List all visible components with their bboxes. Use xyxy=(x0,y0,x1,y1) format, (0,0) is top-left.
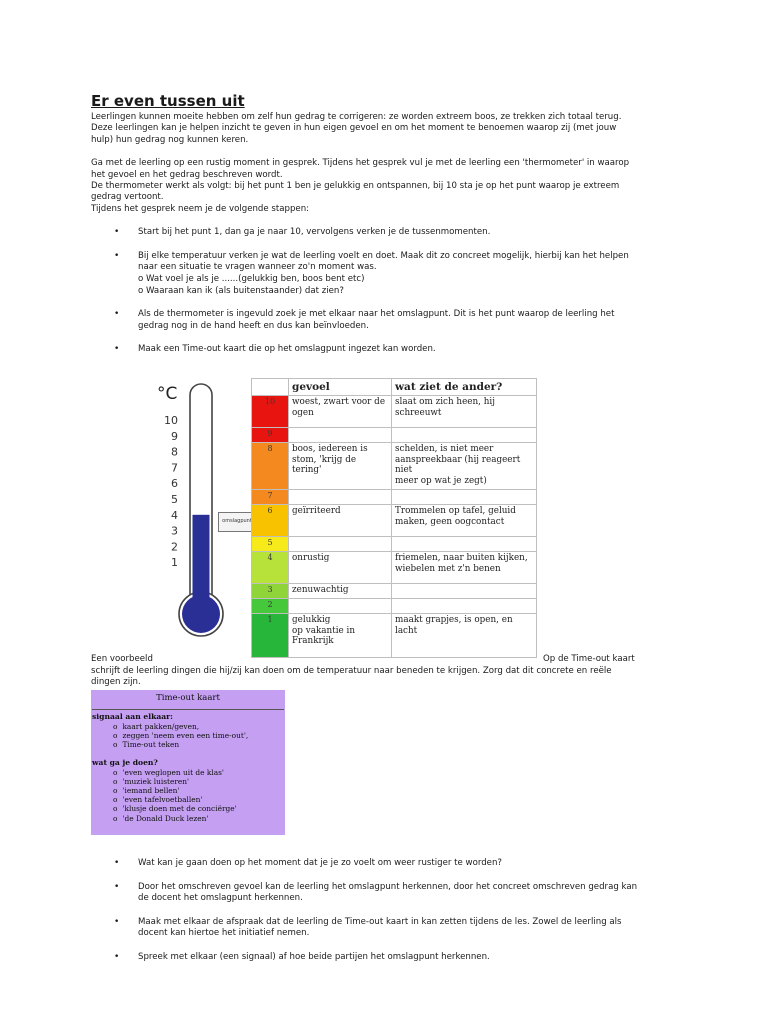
header-gevoel: gevoel xyxy=(289,379,392,396)
scale-label: 1 xyxy=(171,556,178,570)
level-cell: 6 xyxy=(252,505,289,537)
text-line: Door het omschreven gevoel kan de leerling het omslagpunt herkennen, door het concreet omschreven gedrag kan xyxy=(138,881,638,892)
text-line: gedrag nog in de hand heeft en dus kan beïnvloeden. xyxy=(138,320,369,331)
bullet-icon: • xyxy=(114,227,120,238)
bullet-icon: • xyxy=(114,250,120,261)
cell-line: friemelen, naar buiten kijken, xyxy=(395,553,528,563)
ziet-cell xyxy=(392,584,537,599)
thermometer-figure xyxy=(150,376,542,661)
gevoel-cell xyxy=(289,614,392,658)
bullet-icon: • xyxy=(114,916,120,927)
scale-label: 6 xyxy=(171,477,178,491)
gevoel-cell xyxy=(289,396,392,428)
text-line: Tijdens het gesprek neem je de volgende stappen: xyxy=(91,203,310,214)
text-line: Als de thermometer is ingevuld zoek je met elkaar naar het omslagpunt. Dit is het punt waarop de leerling het xyxy=(138,309,615,320)
ziet-cell xyxy=(392,599,537,614)
cell-line: onrustig xyxy=(292,553,330,563)
bullet-icon: • xyxy=(114,858,120,868)
list-item: o 'iemand bellen' xyxy=(113,786,285,795)
omslagpunt-label: omslagpunt xyxy=(218,512,256,532)
card-title: Time-out kaart xyxy=(156,693,220,703)
list-item xyxy=(91,251,686,297)
ziet-cell xyxy=(392,443,537,490)
bullet-icon: • xyxy=(114,344,120,355)
cell-line: schreeuwt xyxy=(395,407,442,418)
cell-line: aanspreekbaar (hij reageert niet xyxy=(395,454,521,475)
unit-label: °C xyxy=(157,384,178,404)
cell-line: schelden, is niet meer xyxy=(395,444,494,454)
text-line: naar een situatie te vragen wanneer zo'n moment was. xyxy=(138,262,377,273)
intro-paragraph xyxy=(91,112,686,146)
cell-line: boos, iedereen is xyxy=(292,444,368,454)
level-cell: 4 xyxy=(252,552,289,584)
level-cell: 9 xyxy=(252,428,289,443)
text-line: Wat kan je gaan doen op het moment dat je je zo voelt om weer rustiger te worden? xyxy=(138,858,502,868)
ziet-cell xyxy=(392,428,537,443)
text-line: Leerlingen kunnen moeite hebben om zelf hun gedrag te corrigeren: ze worden extreem boos, ze trekken zich totaal terug. xyxy=(91,112,622,122)
cell-line: meer op wat je zegt) xyxy=(395,475,487,486)
gevoel-cell xyxy=(289,505,392,537)
level-cell: 8 xyxy=(252,443,289,490)
mercury-column xyxy=(193,515,210,609)
feelings-table xyxy=(251,378,537,658)
time-out-card xyxy=(91,690,285,835)
cell-line: woest, zwart voor de xyxy=(292,397,386,407)
table-row xyxy=(252,552,537,584)
table-row xyxy=(252,490,537,505)
gevoel-cell xyxy=(289,443,392,490)
list-item xyxy=(91,227,686,239)
text-line: Maak met elkaar de afspraak dat de leerling de Time-out kaart in kan zetten tijdens de les. Zowel de leerling als xyxy=(138,916,622,927)
list-item xyxy=(91,917,686,940)
instruction-paragraph xyxy=(91,158,686,215)
scale-label: 7 xyxy=(171,461,178,475)
text-line: schrijft de leerling dingen die hij/zij kan doen om de temperatuur naar beneden te krijgen. Zorg dat dit concrete en reële xyxy=(91,666,612,676)
text-line: gedrag vertoont. xyxy=(91,192,164,203)
text-line: Spreek met elkaar (een signaal) af hoe beide partijen het omslagpunt herkennen. xyxy=(138,951,490,962)
cell-line: Frankrijk xyxy=(292,636,334,646)
list-item: o 'muziek luisteren' xyxy=(113,777,285,786)
card-divider xyxy=(92,709,284,710)
text-line: docent kan hiertoe het initiatief nemen. xyxy=(138,928,310,939)
level-cell: 10 xyxy=(252,396,289,428)
text-line: De thermometer werkt als volgt: bij het punt 1 ben je gelukkig en ontspannen, bij 10 sta je op het punt waarop je extreem xyxy=(91,181,620,192)
table-row xyxy=(252,537,537,552)
bullet-icon: • xyxy=(114,881,120,892)
list-item: o 'klusje doen met de conciërge' xyxy=(113,804,285,813)
cell-line: Trommelen op tafel, geluid xyxy=(395,506,516,516)
page-title: Er even tussen uit xyxy=(91,92,245,110)
level-cell: 7 xyxy=(252,490,289,505)
scale-label: 2 xyxy=(171,540,178,554)
bottom-section xyxy=(91,846,686,964)
text-line: Deze leerlingen kan je helpen inzicht te geven in hun eigen gevoel en om het moment te benoemen waarop zij (met jouw xyxy=(91,123,617,134)
gevoel-cell xyxy=(289,428,392,443)
text-line: hulp) hun gedrag nog kunnen keren. xyxy=(91,134,249,145)
scale-label: 5 xyxy=(171,493,178,506)
gevoel-cell xyxy=(289,584,392,599)
cell-line: stom, 'krijg de tering' xyxy=(292,454,357,475)
gevoel-cell xyxy=(289,537,392,552)
list-item: o kaart pakken/geven, xyxy=(113,722,285,731)
scale-label: 9 xyxy=(171,429,178,443)
list-item xyxy=(91,882,686,905)
ziet-cell xyxy=(392,537,537,552)
cell-line: gelukkig xyxy=(292,615,331,625)
list-item xyxy=(91,858,686,870)
scale-label: 3 xyxy=(171,524,178,538)
table-row xyxy=(252,584,537,599)
table-row xyxy=(252,443,537,490)
list-item: o 'even tafelvoetballen' xyxy=(113,795,285,804)
cell-line: geïrriteerd xyxy=(292,506,341,516)
list-item: o 'de Donald Duck lezen' xyxy=(113,814,285,823)
level-cell: 5 xyxy=(252,537,289,552)
cell-line: maakt grapjes, is open, en lacht xyxy=(395,615,513,636)
level-cell: 3 xyxy=(252,584,289,599)
cell-line: wiebelen met z'n benen xyxy=(395,563,501,574)
card-signal-list xyxy=(91,722,285,750)
cell-line: slaat om zich heen, hij xyxy=(395,397,495,407)
ziet-cell xyxy=(392,552,537,584)
table-row xyxy=(252,614,537,658)
bullet-icon: • xyxy=(114,951,120,962)
list-item: o 'even weglopen uit de klas' xyxy=(113,768,285,777)
scale-label: 8 xyxy=(171,445,178,459)
header-ziet: wat ziet de ander? xyxy=(392,379,537,396)
header-num xyxy=(252,379,289,396)
example-text xyxy=(91,666,686,689)
example-label-right: Op de Time-out kaart xyxy=(543,654,635,664)
cell-line: maken, geen oogcontact xyxy=(395,516,505,527)
table-row xyxy=(252,599,537,614)
mercury-bulb xyxy=(182,595,220,633)
ziet-cell xyxy=(392,505,537,537)
list-item: o zeggen 'neem even een time-out', xyxy=(113,731,285,740)
text-line: de docent het omslagpunt herkennen. xyxy=(138,893,303,904)
table-row xyxy=(252,505,537,537)
steps-list xyxy=(91,227,686,356)
ziet-cell xyxy=(392,614,537,658)
list-item xyxy=(91,309,686,332)
list-item: o Time-out teken xyxy=(113,740,285,749)
ziet-cell xyxy=(392,490,537,505)
list-item xyxy=(91,952,686,964)
card-actions-list xyxy=(91,768,285,823)
document-body xyxy=(91,92,686,356)
bullet-icon: • xyxy=(114,309,120,320)
cell-line: zenuwachtig xyxy=(292,585,349,595)
example-label: Een voorbeeld xyxy=(91,654,153,664)
text-line: dingen zijn. xyxy=(91,677,141,688)
gevoel-cell xyxy=(289,552,392,584)
text-line: o Waaraan kan ik (als buitenstaander) dat zien? xyxy=(138,285,344,296)
table-header-row xyxy=(252,379,537,396)
text-line: het gevoel en het gedrag beschreven wordt. xyxy=(91,169,283,180)
level-cell: 2 xyxy=(252,599,289,614)
cell-line: ogen xyxy=(292,407,314,418)
text-line: Bij elke temperatuur verken je wat de leerling voelt en doet. Maak dit zo concreet mogelijk, hierbij kan het helpen xyxy=(138,250,629,261)
ziet-cell xyxy=(392,396,537,428)
text-line: Start bij het punt 1, dan ga je naar 10, vervolgens verken je de tussenmomenten. xyxy=(138,227,491,238)
cell-line: op vakantie in xyxy=(292,625,356,636)
level-cell: 1 xyxy=(252,614,289,658)
bottom-list xyxy=(91,858,686,964)
table-row xyxy=(252,428,537,443)
gevoel-cell xyxy=(289,490,392,505)
table-row xyxy=(252,396,537,428)
card-section-actions: wat ga je doen? xyxy=(92,757,158,767)
text-line: o Wat voel je als je ......(gelukkig ben, boos bent etc) xyxy=(138,274,365,285)
card-section-signal: signaal aan elkaar: xyxy=(92,712,173,721)
gevoel-cell xyxy=(289,599,392,614)
list-item xyxy=(91,344,686,356)
scale-label: 4 xyxy=(171,508,178,522)
scale-label: 10 xyxy=(164,414,178,427)
text-line: Ga met de leerling op een rustig moment in gesprek. Tijdens het gesprek vul je met de leerling een 'thermometer' in waarop xyxy=(91,158,630,169)
text-line: Maak een Time-out kaart die op het omslagpunt ingezet kan worden. xyxy=(138,344,436,355)
